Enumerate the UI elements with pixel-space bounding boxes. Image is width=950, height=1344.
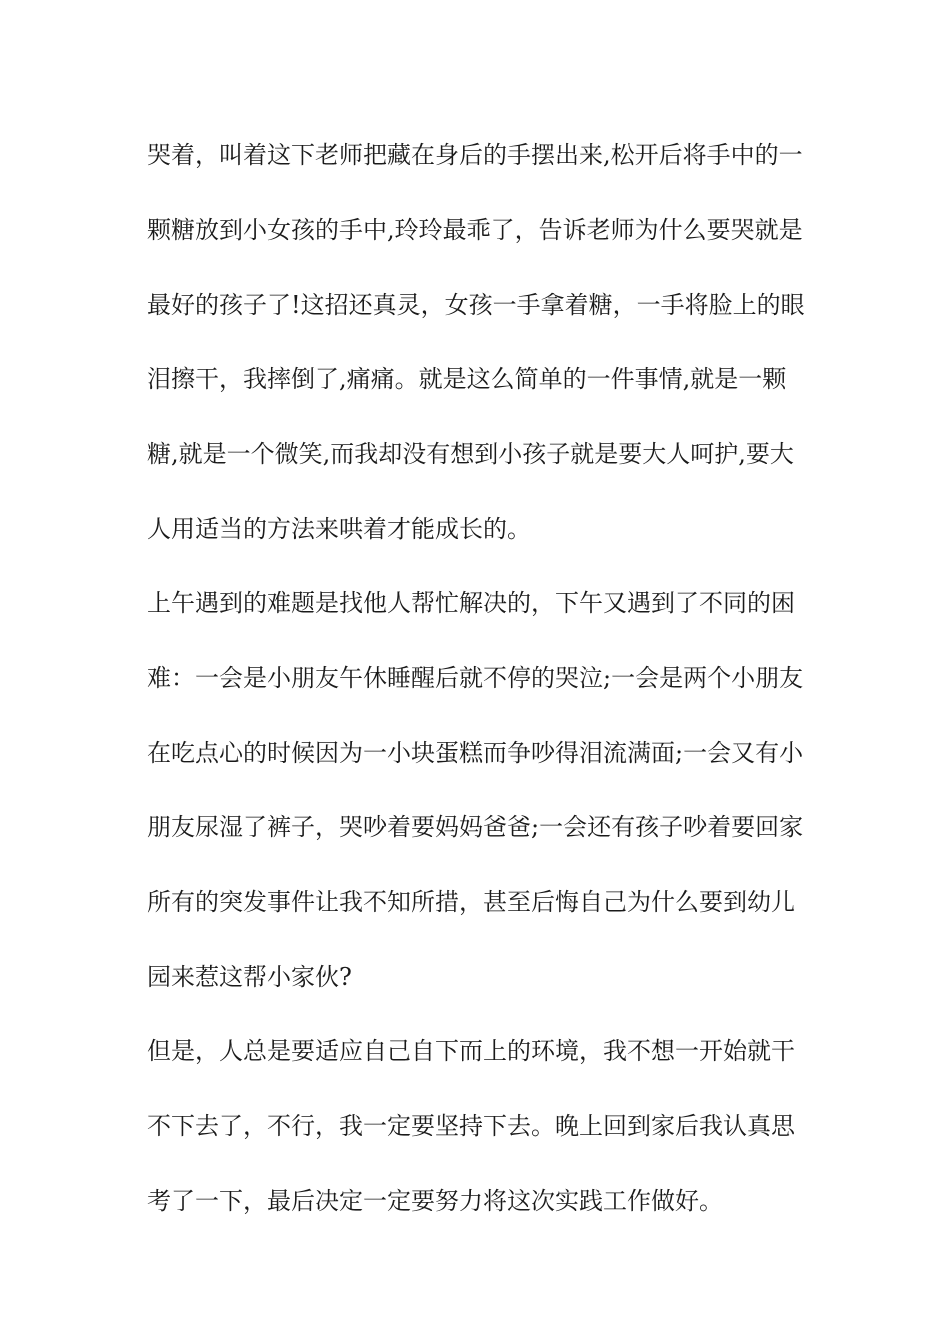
text-line: 颗糖放到小女孩的手中,玲玲最乖了，告诉老师为什么要哭就是: [147, 216, 803, 244]
text-line: 难：一会是小朋友午休睡醒后就不停的哭泣;一会是两个小朋友: [147, 664, 804, 692]
text-line: 不下去了，不行，我一定要坚持下去。晚上回到家后我认真思: [147, 1112, 795, 1140]
text-line: 哭着，叫着这下老师把藏在身后的手摆出来,松开后将手中的一: [147, 141, 803, 169]
text-line: 最好的孩子了!这招还真灵，女孩一手拿着糖，一手将脸上的眼: [147, 291, 805, 319]
text-line: 糖,就是一个微笑,而我却没有想到小孩子就是要大人呵护,要大: [147, 440, 794, 468]
text-line: 上午遇到的难题是找他人帮忙解决的，下午又遇到了不同的困: [147, 589, 795, 617]
text-line: 所有的突发事件让我不知所措，甚至后悔自己为什么要到幼儿: [147, 888, 795, 916]
text-line: 园来惹这帮小家伙?: [147, 963, 352, 991]
text-line: 朋友尿湿了裤子，哭吵着要妈妈爸爸;一会还有孩子吵着要回家: [147, 813, 804, 841]
text-line: 考了一下，最后决定一定要努力将这次实践工作做好。: [147, 1187, 723, 1215]
text-line: 人用适当的方法来哄着才能成长的。: [147, 515, 531, 543]
text-line: 但是，人总是要适应自己自下而上的环境，我不想一开始就干: [147, 1037, 795, 1065]
text-line: 在吃点心的时候因为一小块蛋糕而争吵得泪流满面;一会又有小: [147, 739, 804, 767]
text-line: 泪擦干，我摔倒了,痛痛。就是这么简单的一件事情,就是一颗: [147, 365, 787, 393]
